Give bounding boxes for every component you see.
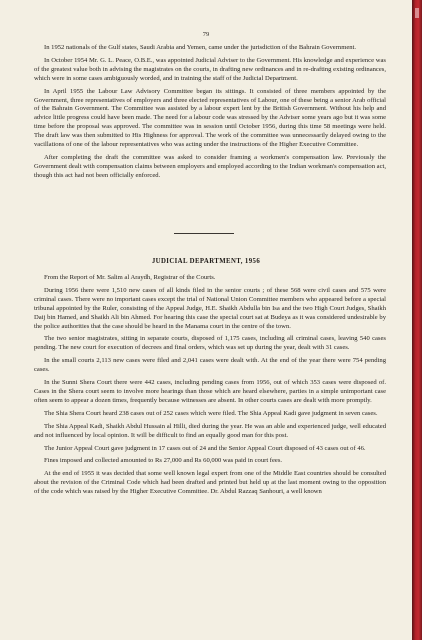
paragraph: In the Sunni Shera Court there were 442 cases, including pending cases from 1956, out of which 353 cases were disposed of. Cases in the Shera court seem to involve more hearings than those which are heard elsewhere, parties in a simple unimportant case often seem to appear a dozen times, frequently because witnesses are absent. In other courts cases are dealt with more promptly. [34, 379, 386, 404]
paragraph: At the end of 1955 it was decided that some well known legal expert from one of the Middle East countries should be consulted about the revision of the Criminal Code which had been drafted and printed but held up at the last moment owing to the opposition of the code which was raised by the Higher Executive Committee. Dr. Abdul Razzaq Sanhouri, a well known [34, 470, 386, 496]
section-title: JUDICIAL DEPARTMENT, 1956 [151, 258, 261, 265]
spine-mark [415, 8, 419, 18]
page-number: 79 [202, 31, 210, 38]
section-divider [174, 233, 234, 234]
paragraph: In October 1954 Mr. G. L. Peace, O.B.E., was appointed Judicial Adviser to the Government. His knowledge and experience was of the greatest value both in advising the magistrates on the courts, in drafting new ordinances and in re-drafting existing ordinances, which were in some cases ambiguously worded, and in training the staff of the Judicial Department. [34, 56, 386, 82]
paragraph: The two senior magistrates, sitting in separate courts, disposed of 1,175 cases, including all criminal cases, leaving 540 cases pending. The new court for execution of decrees and final orders, which was set up during the year, dealt with 31 cases. [34, 335, 386, 352]
paragraph: In April 1955 the Labour Law Advisory Committee began its sittings. It consisted of three members appointed by the Government, three representatives of employers and three elected representatives of Labour, one of these being a senior Arab official of the Bahrain Government. The Committee was assisted by a labour expert lent by the British Government. Without his help and advice little progress could have been made. The need for a labour code was stressed by the Adviser some years ago but it was some time before the proposal was approved. The committee was in session until October 1956, during this time 58 meetings were held. The draft law was then submitted to His Highness for approval. The work of the committee was unnecessarily delayed owing to the vacillations of one of the labour representatives who was acting under the instructions of the Higher Executive Committee. [34, 87, 386, 149]
paragraph: In 1952 nationals of the Gulf states, Saudi Arabia and Yemen, came under the jurisdiction of the Bahrain Government. [44, 44, 357, 51]
section-body [34, 274, 386, 501]
paragraph: The Junior Appeal Court gave judgment in 17 cases out of 24 and the Senior Appeal Court disposed of 43 cases out of 46. [44, 444, 366, 452]
paragraph: During 1956 there were 1,510 new cases of all kinds filed in the senior courts ; of these 568 were civil cases and 575 were criminal cases. There were no important cases except the trial of National Union Committee members who appeared before a special tribunal appointed by the Ruler, consisting of the Appeal Judge, H.E. Shaikh Abdulla bin Isa and the two High Court Judges, Shaikh Daij bin Hamed, and Shaikh Ali bin Ahmed. For hearing this case the special court sat at Budeya as it was considered undesirable by the police authorities that the case should be heard in the Manama court in the centre of the town. [34, 286, 386, 330]
paragraph: The Shia Shera Court heard 238 cases out of 252 cases which were filed. The Shia Appeal Kadi gave judgment in seven cases. [44, 409, 378, 417]
paragraph: In the small courts 2,113 new cases were filed and 2,041 cases were dealt with. At the end of the year there were 754 pending cases. [34, 357, 386, 374]
section-subtitle: From the Report of Mr. Salim al Araydh, Registrar of the Courts. [44, 274, 216, 281]
paragraph: Fines imposed and collected amounted to Rs 27,000 and Rs 60,000 was paid in court fees. [44, 457, 283, 465]
paragraph: The Shia Appeal Kadi, Shaikh Abdul Hussain al Hilli, died during the year. He was an able and experienced judge, well educated and not influenced by local opinion. It will be difficult to find an equally good man for this post. [34, 422, 386, 439]
book-spine-edge [412, 0, 422, 640]
paragraph: After completing the draft the committee was asked to consider framing a workmen's compensation law. Previously the Government dealt with compensation claims between employers and employed according to the Indian workman's compensation act, though this act had not been officially enforced. [34, 153, 386, 179]
intro-text [34, 44, 386, 185]
